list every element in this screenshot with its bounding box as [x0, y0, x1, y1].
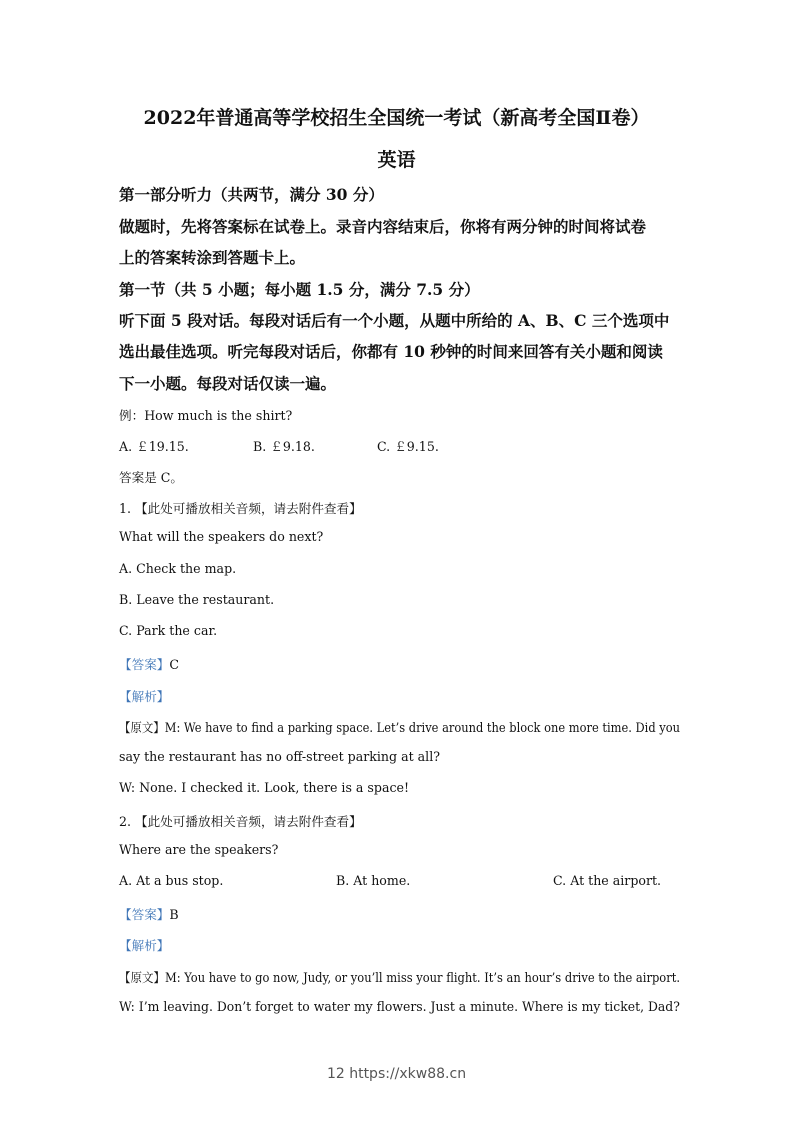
q1-audio-prompt: 1. 【此处可播放相关音频，请去附件查看】: [119, 501, 362, 516]
q2-transcript-line: 【原文】M: You have to go now, Judy, or you’ll miss your flight. It’s an hour’s drive to the airport.: [119, 970, 680, 985]
q1-option-b: B. Leave the restaurant.: [119, 592, 275, 607]
answer-tag: 【答案】: [119, 907, 170, 922]
q2-audio-prompt: 2. 【此处可播放相关音频，请去附件查看】: [119, 814, 362, 829]
q1-option-c: C. Park the car.: [119, 623, 218, 638]
section1-instruction-line: 选出最佳选项。听完每段对话后，你都有 10 秒钟的时间来回答有关小题和阅读: [119, 342, 663, 361]
q1-transcript-line: 【原文】M: We have to find a parking space. Let’s drive around the block one more time. Did you: [119, 720, 681, 735]
part1-heading: 第一部分听力（共两节，满分 30 分）: [119, 185, 384, 204]
answer-value: B: [169, 907, 179, 922]
q2-question: Where are the speakers?: [119, 842, 279, 857]
part1-instruction-line: 上的答案转涂到答题卡上。: [119, 248, 306, 267]
q2-option-a: A. At a bus stop.: [119, 873, 224, 888]
page-footer: 12 https://xkw88.cn: [326, 1066, 467, 1082]
q2-transcript-line: W: I’m leaving. Don’t forget to water my flowers. Just a minute. Where is my ticket, Dad?: [119, 999, 680, 1014]
q1-answer: [119, 654, 179, 673]
q1-transcript-line: W: None. I checked it. Look, there is a space!: [119, 780, 410, 795]
q1-transcript-line: say the restaurant has no off-street parking at all?: [119, 749, 440, 764]
example-question: 例：How much is the shirt?: [119, 408, 293, 423]
answer-tag: 【答案】: [119, 657, 170, 672]
q2-option-c: C. At the airport.: [553, 873, 662, 888]
example-answer: 答案是 C。: [119, 470, 184, 485]
q2-analysis-tag: 【解析】: [119, 938, 170, 953]
example-option-b: B. ￡9.18.: [253, 439, 315, 454]
q1-question: What will the speakers do next?: [119, 529, 324, 544]
subject-title: 英语: [377, 149, 416, 171]
q2-answer: [119, 904, 179, 923]
section1-heading: 第一节（共 5 小题；每小题 1.5 分，满分 7.5 分）: [119, 280, 480, 299]
answer-value: C: [169, 657, 180, 672]
q1-analysis-tag: 【解析】: [119, 689, 170, 704]
example-option-c: C. ￡9.15.: [377, 439, 439, 454]
example-option-a: A. ￡19.15.: [119, 439, 189, 454]
section1-instruction-line: 下一小题。每段对话仅读一遍。: [119, 374, 337, 393]
exam-title: 2022年普通高等学校招生全国统一考试（新高考全国Ⅱ卷）: [143, 107, 650, 129]
q1-option-a: A. Check the map.: [119, 561, 237, 576]
q2-option-b: B. At home.: [336, 873, 411, 888]
section1-instruction-line: 听下面 5 段对话。每段对话后有一个小题，从题中所给的 A、B、C 三个选项中: [119, 311, 670, 330]
part1-instruction-line: 做题时，先将答案标在试卷上。录音内容结束后，你将有两分钟的时间将试卷: [119, 217, 647, 236]
